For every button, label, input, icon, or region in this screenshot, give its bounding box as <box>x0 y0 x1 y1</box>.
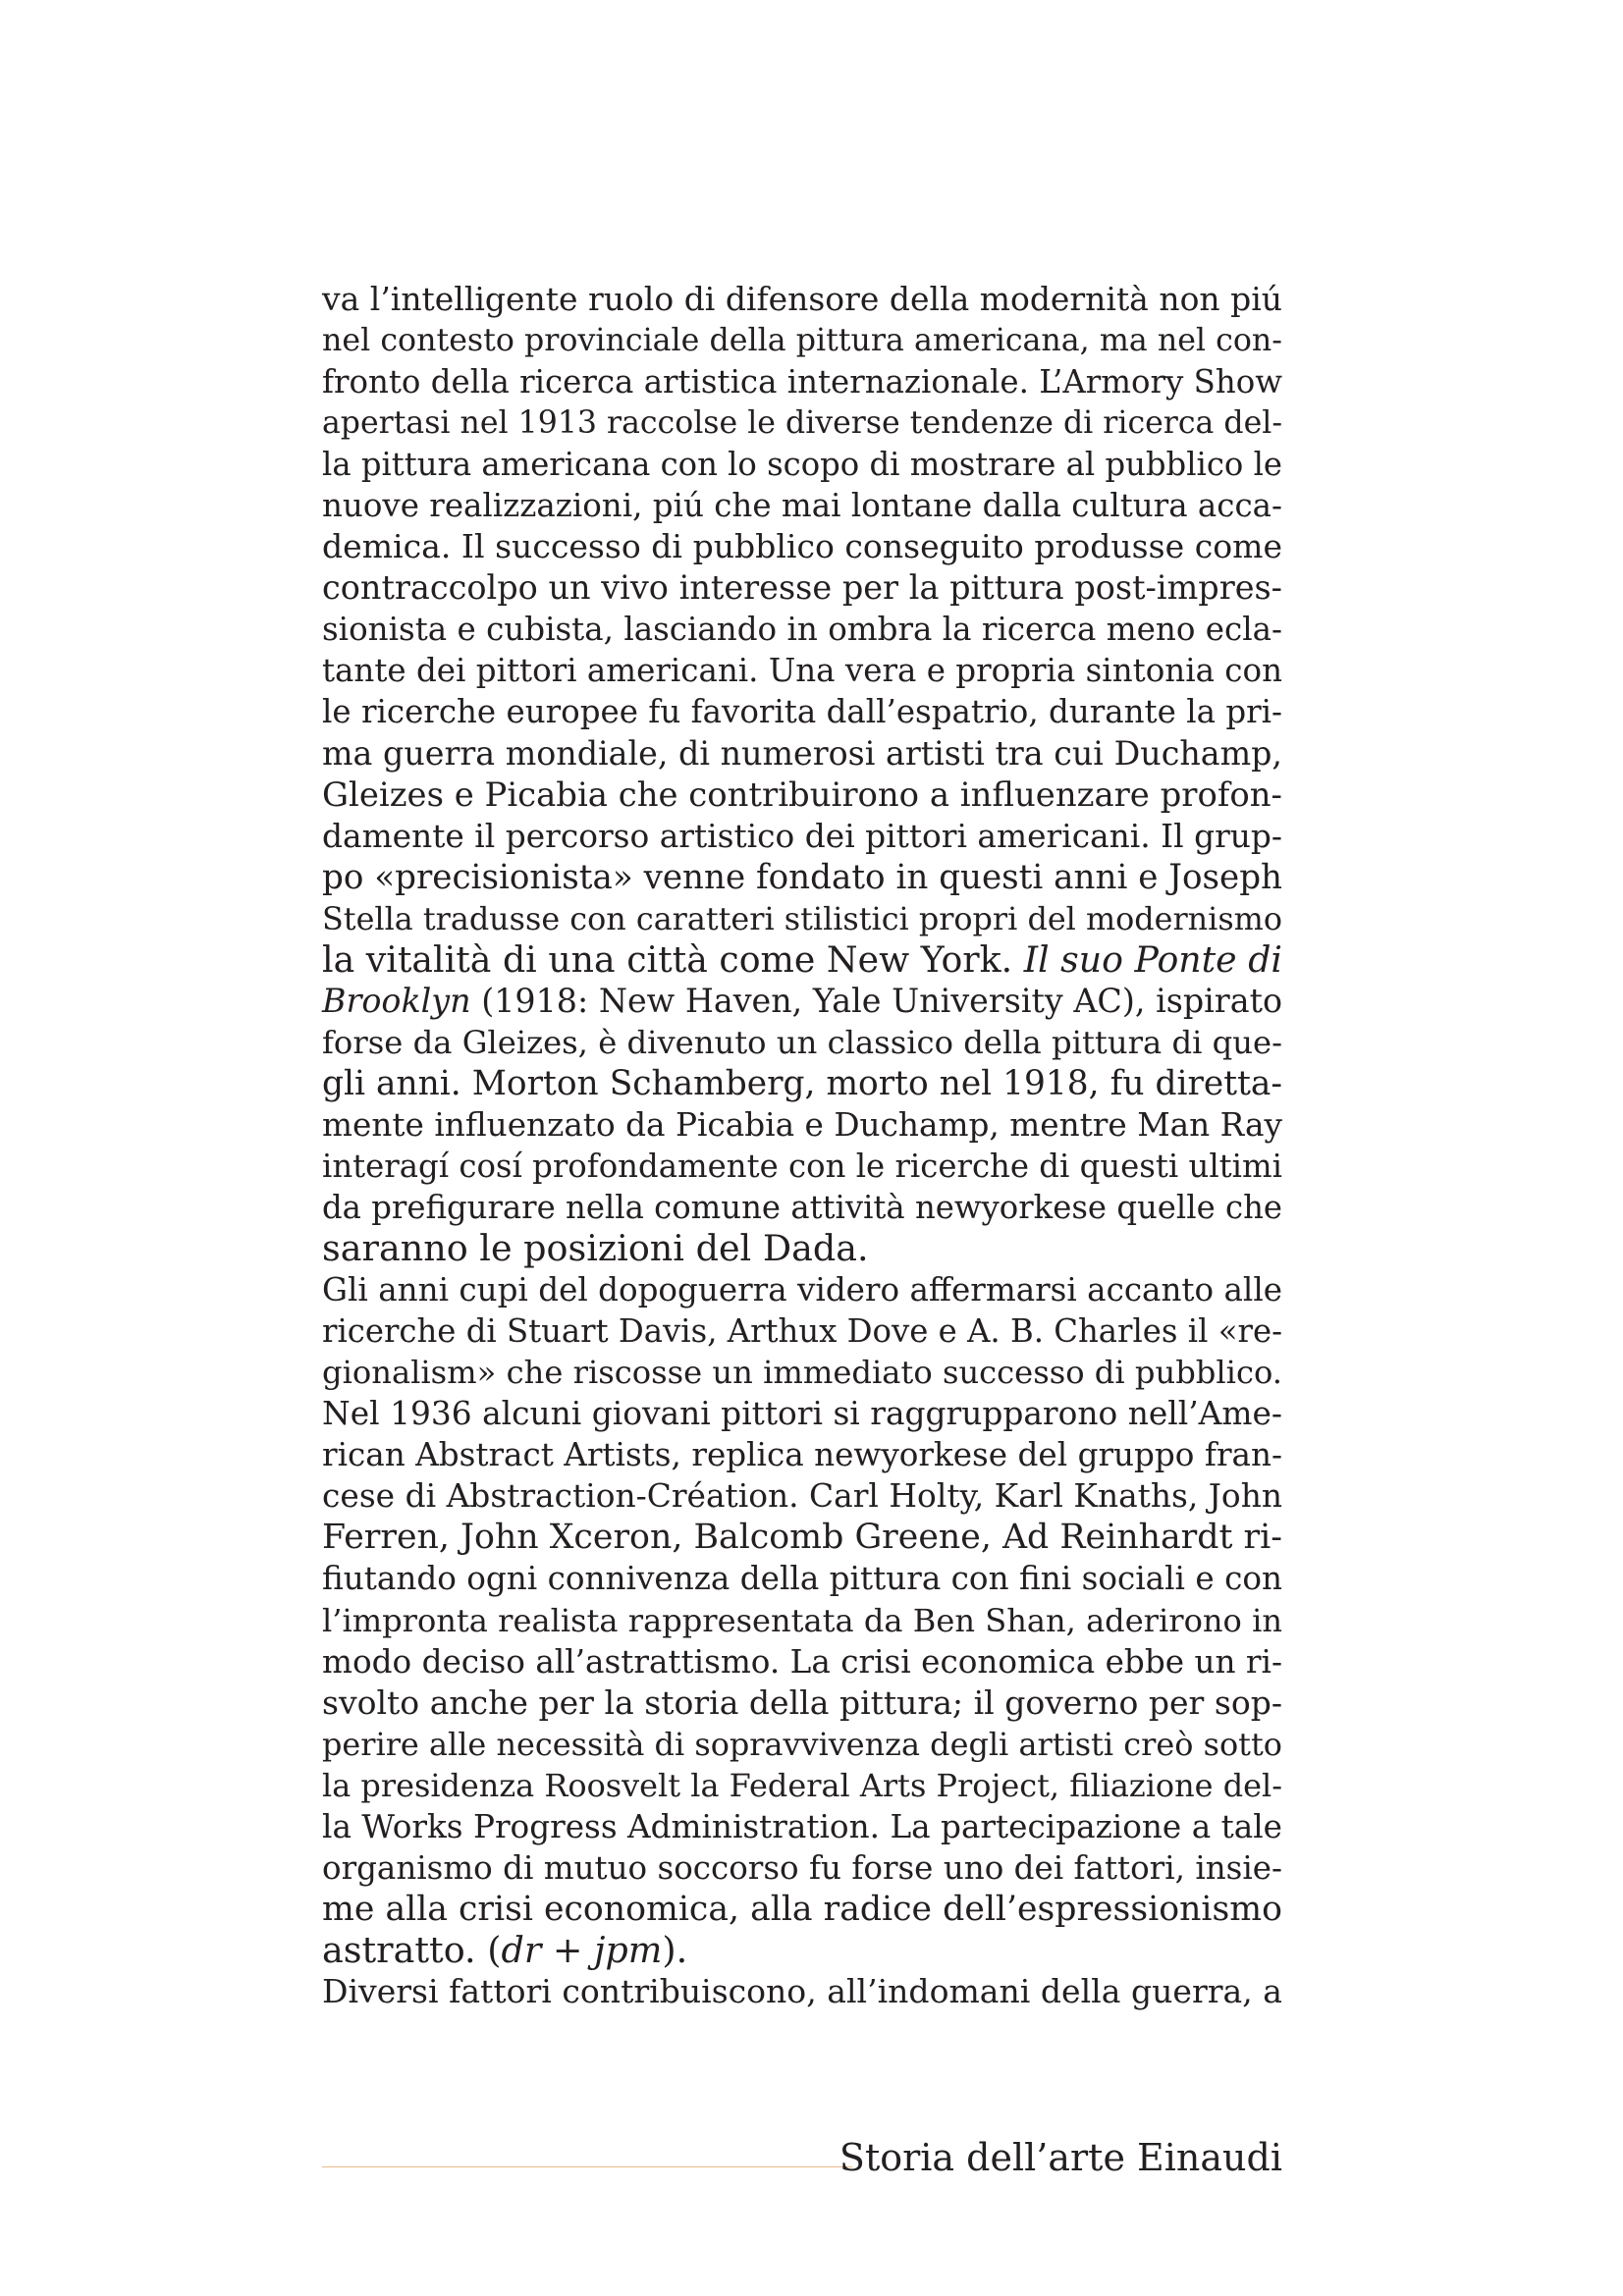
text-run: astratto. ( <box>322 1928 502 1971</box>
footer-title: Storia dell’arte Einaudi <box>839 2136 1282 2179</box>
text-line: gionalism» che riscosse un immediato successo di pubblico. <box>322 1354 1282 1392</box>
text-line: Gleizes e Picabia che contribuirono a influenzare profon- <box>322 774 1282 814</box>
text-line: modo deciso all’astrattismo. La crisi economica ebbe un ri- <box>322 1642 1282 1681</box>
text-line: tante dei pittori americani. Una vera e propria sintonia con <box>322 652 1282 690</box>
text-line: va l’intelligente ruolo di difensore della modernità non piú <box>322 280 1282 318</box>
text-line: le ricerche europee fu favorita dall’espatrio, durante la pri- <box>322 693 1282 731</box>
text-line: ricerche di Stuart Davis, Arthux Dove e A. B. Charles il «re- <box>322 1312 1282 1351</box>
text-line: saranno le posizioni del Dada. <box>322 1227 869 1270</box>
text-run: (1918: New Haven, Yale University AC), ispirato <box>470 981 1282 1020</box>
text-line: da prefigurare nella comune attività newyorkese quelle che <box>322 1189 1282 1227</box>
text-run: ). <box>662 1928 688 1971</box>
text-line: fronto della ricerca artistica internazionale. L’Armory Show <box>322 363 1282 401</box>
text-line: la Works Progress Administration. La partecipazione a tale <box>322 1807 1282 1845</box>
text-line: organismo di mutuo soccorso fu forse uno dei fattori, insie- <box>322 1848 1282 1887</box>
text-line: nuove realizzazioni, piú che mai lontane dalla cultura acca- <box>322 487 1282 525</box>
text-line: Stella tradusse con caratteri stilistici propri del modernismo <box>322 899 1282 937</box>
text-line: perire alle necessità di sopravvivenza degli artisti creò sotto <box>322 1725 1282 1763</box>
text-line: la pittura americana con lo scopo di mostrare al pubblico le <box>322 446 1282 484</box>
italic-run: Il suo Ponte di <box>1023 937 1283 981</box>
text-line: demica. Il successo di pubblico conseguito produsse come <box>322 527 1282 566</box>
text-line: cese di Abstraction-Création. Carl Holty, Karl Knaths, John <box>322 1477 1282 1516</box>
text-line: contraccolpo un vivo interesse per la pittura post-impres- <box>322 568 1282 608</box>
italic-run: dr + jpm <box>501 1928 663 1971</box>
text-line: Nel 1936 alcuni giovani pittori si raggrupparono nell’Ame- <box>322 1395 1282 1433</box>
text-line: damente il percorso artistico dei pittori americani. Il grup- <box>322 817 1282 855</box>
text-line: me alla crisi economica, alla radice dell’espressionismo <box>322 1889 1282 1929</box>
text-run: la vitalità di una città come New York. <box>322 937 1024 981</box>
text-line: l’impronta realista rappresentata da Ben Shan, aderirono in <box>322 1601 1282 1639</box>
text-line: ma guerra mondiale, di numerosi artisti tra cui Duchamp, <box>322 733 1282 773</box>
text-line: nel contesto provinciale della pittura americana, ma nel con- <box>322 323 1282 359</box>
text-line: po «precisionista» venne fondato in questi anni e Joseph <box>322 857 1282 897</box>
text-line: fiutando ogni connivenza della pittura con fini sociali e con <box>322 1560 1282 1598</box>
text-line: forse da Gleizes, è divenuto un classico della pittura di que- <box>322 1023 1282 1061</box>
text-line: rican Abstract Artists, replica newyorkese del gruppo fran- <box>322 1436 1282 1474</box>
text-line: gli anni. Morton Schamberg, morto nel 1918, fu diretta- <box>322 1063 1282 1103</box>
text-line: la presidenza Roosvelt la Federal Arts Project, filiazione del- <box>322 1766 1282 1804</box>
text-line: apertasi nel 1913 raccolse le diverse tendenze di ricerca del- <box>322 405 1282 442</box>
body-text <box>322 279 1282 2012</box>
text-line: interagí cosí profondamente con le ricerche di questi ultimi <box>322 1147 1282 1185</box>
italic-run: Brooklyn <box>322 981 471 1020</box>
text-line <box>322 1930 1282 1971</box>
text-line: sionista e cubista, lasciando in ombra la ricerca meno ecla- <box>322 611 1282 649</box>
text-line: Gli anni cupi del dopoguerra videro affermarsi accanto alle <box>322 1271 1282 1309</box>
text-line: svolto anche per la storia della pittura; il governo per sop- <box>322 1682 1282 1722</box>
text-line <box>322 981 1282 1022</box>
text-line: Diversi fattori contribuiscono, all’indomani della guerra, a <box>322 1971 1282 2010</box>
text-line: Ferren, John Xceron, Balcomb Greene, Ad Reinhardt ri- <box>322 1518 1282 1558</box>
text-line <box>322 939 1282 981</box>
footer-rule <box>322 2166 852 2167</box>
text-line: mente influenzato da Picabia e Duchamp, mentre Man Ray <box>322 1105 1282 1144</box>
